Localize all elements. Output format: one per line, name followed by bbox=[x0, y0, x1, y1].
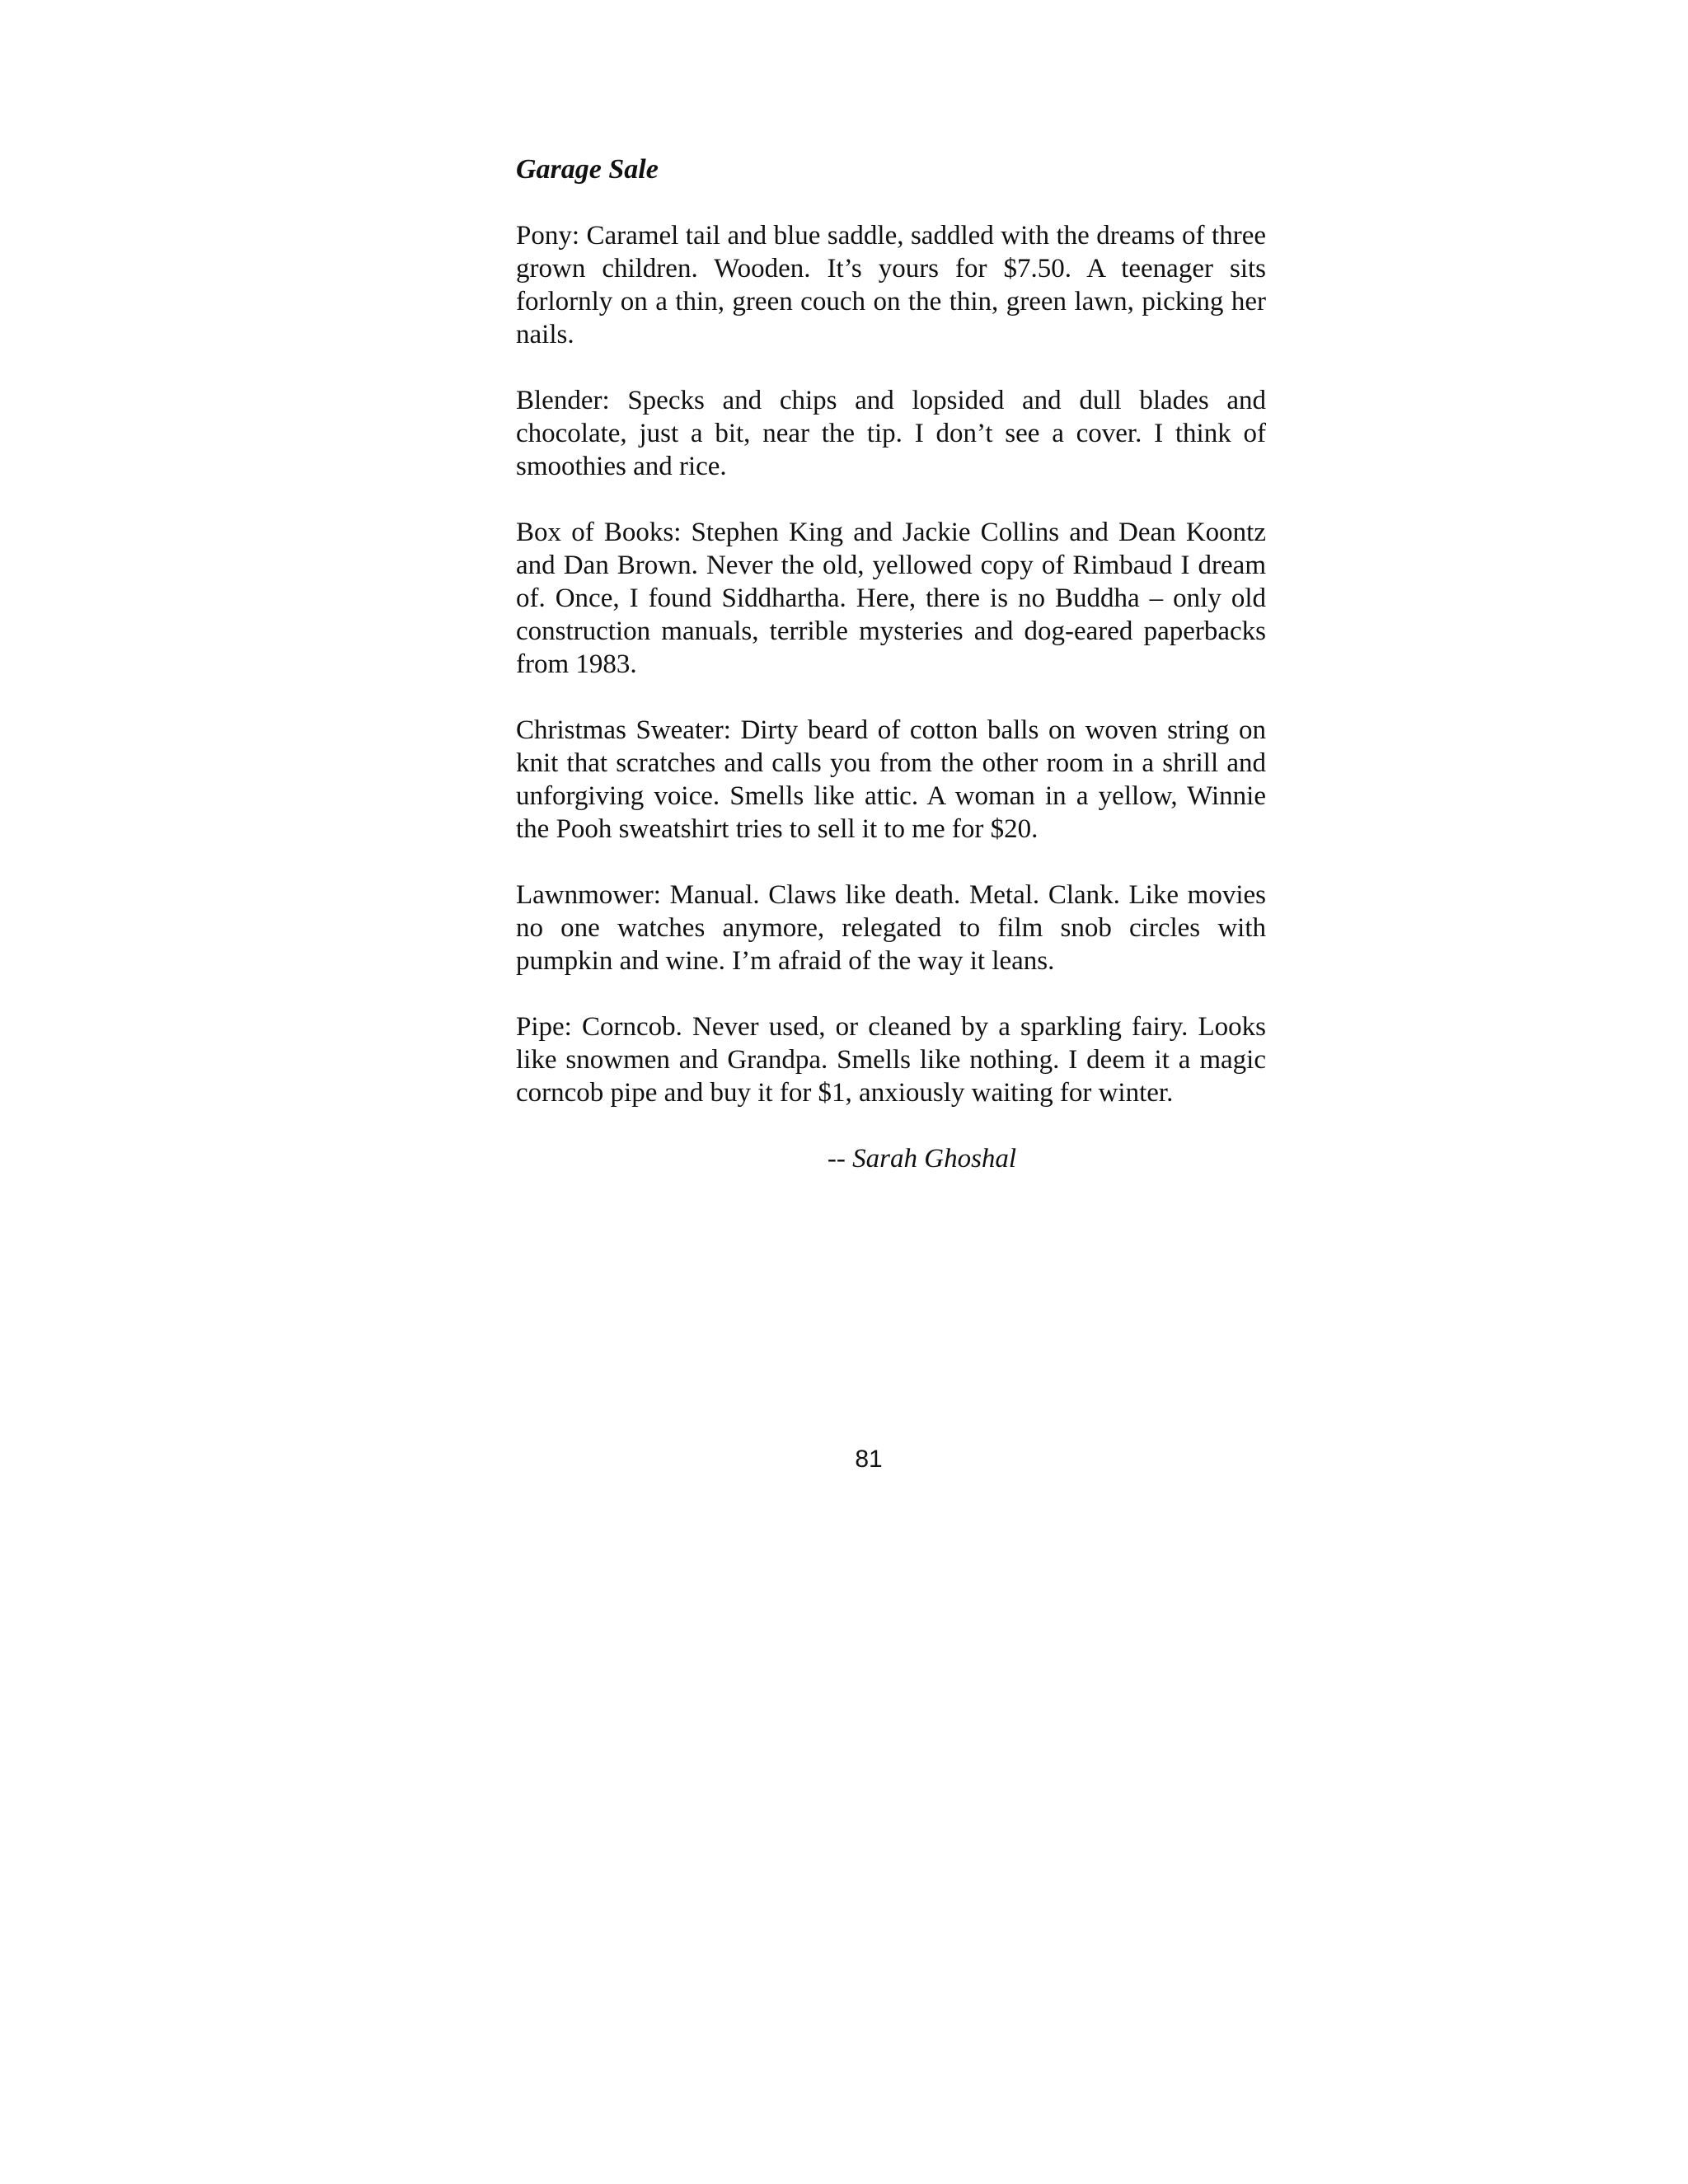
stanza-christmas-sweater: Christmas Sweater: Dirty beard of cotton balls on woven string on knit that scratches and calls you from the other room in a shrill and unforgiving voice. Smells like attic. A woman in a yellow, Winnie the Pooh sweatshirt tries to sell it to me for $20. bbox=[516, 715, 1266, 844]
stanza-pony: Pony: Caramel tail and blue saddle, saddled with the dreams of three grown children. Wooden. It’s yours for $7.50. A teenager sits forlornly on a thin, green couch on the thin, green lawn, picking her nails. bbox=[516, 221, 1266, 349]
poem-title: Garage Sale bbox=[516, 154, 659, 185]
stanza-pipe: Pipe: Corncob. Never used, or cleaned by a sparkling fairy. Looks like snowmen and Grandpa. Smells like nothing. I deem it a magic corncob pipe and buy it for $1, anxiously waiting for winter. bbox=[516, 1012, 1266, 1108]
stanza-box-of-books: Box of Books: Stephen King and Jackie Collins and Dean Koontz and Dan Brown. Never the old, yellowed copy of Rimbaud I dream of. Once, I found Siddhartha. Here, there is no Buddha – only old construction manuals, terrible mysteries and dog-eared paperbacks from 1983. bbox=[516, 518, 1266, 679]
author-name: Sarah Ghoshal bbox=[852, 1144, 1017, 1174]
page-number: 81 bbox=[855, 1446, 883, 1473]
signature-dash: -- bbox=[827, 1144, 853, 1174]
author-signature bbox=[516, 1142, 1266, 1175]
poem-column bbox=[516, 153, 1266, 1175]
stanza-blender: Blender: Specks and chips and lopsided and dull blades and chocolate, just a bit, near the tip. I don’t see a cover. I think of smoothies and rice. bbox=[516, 386, 1266, 481]
stanza-lawnmower: Lawnmower: Manual. Claws like death. Metal. Clank. Like movies no one watches anymore, relegated to film snob circles with pumpkin and wine. I’m afraid of the way it leans. bbox=[516, 880, 1266, 976]
